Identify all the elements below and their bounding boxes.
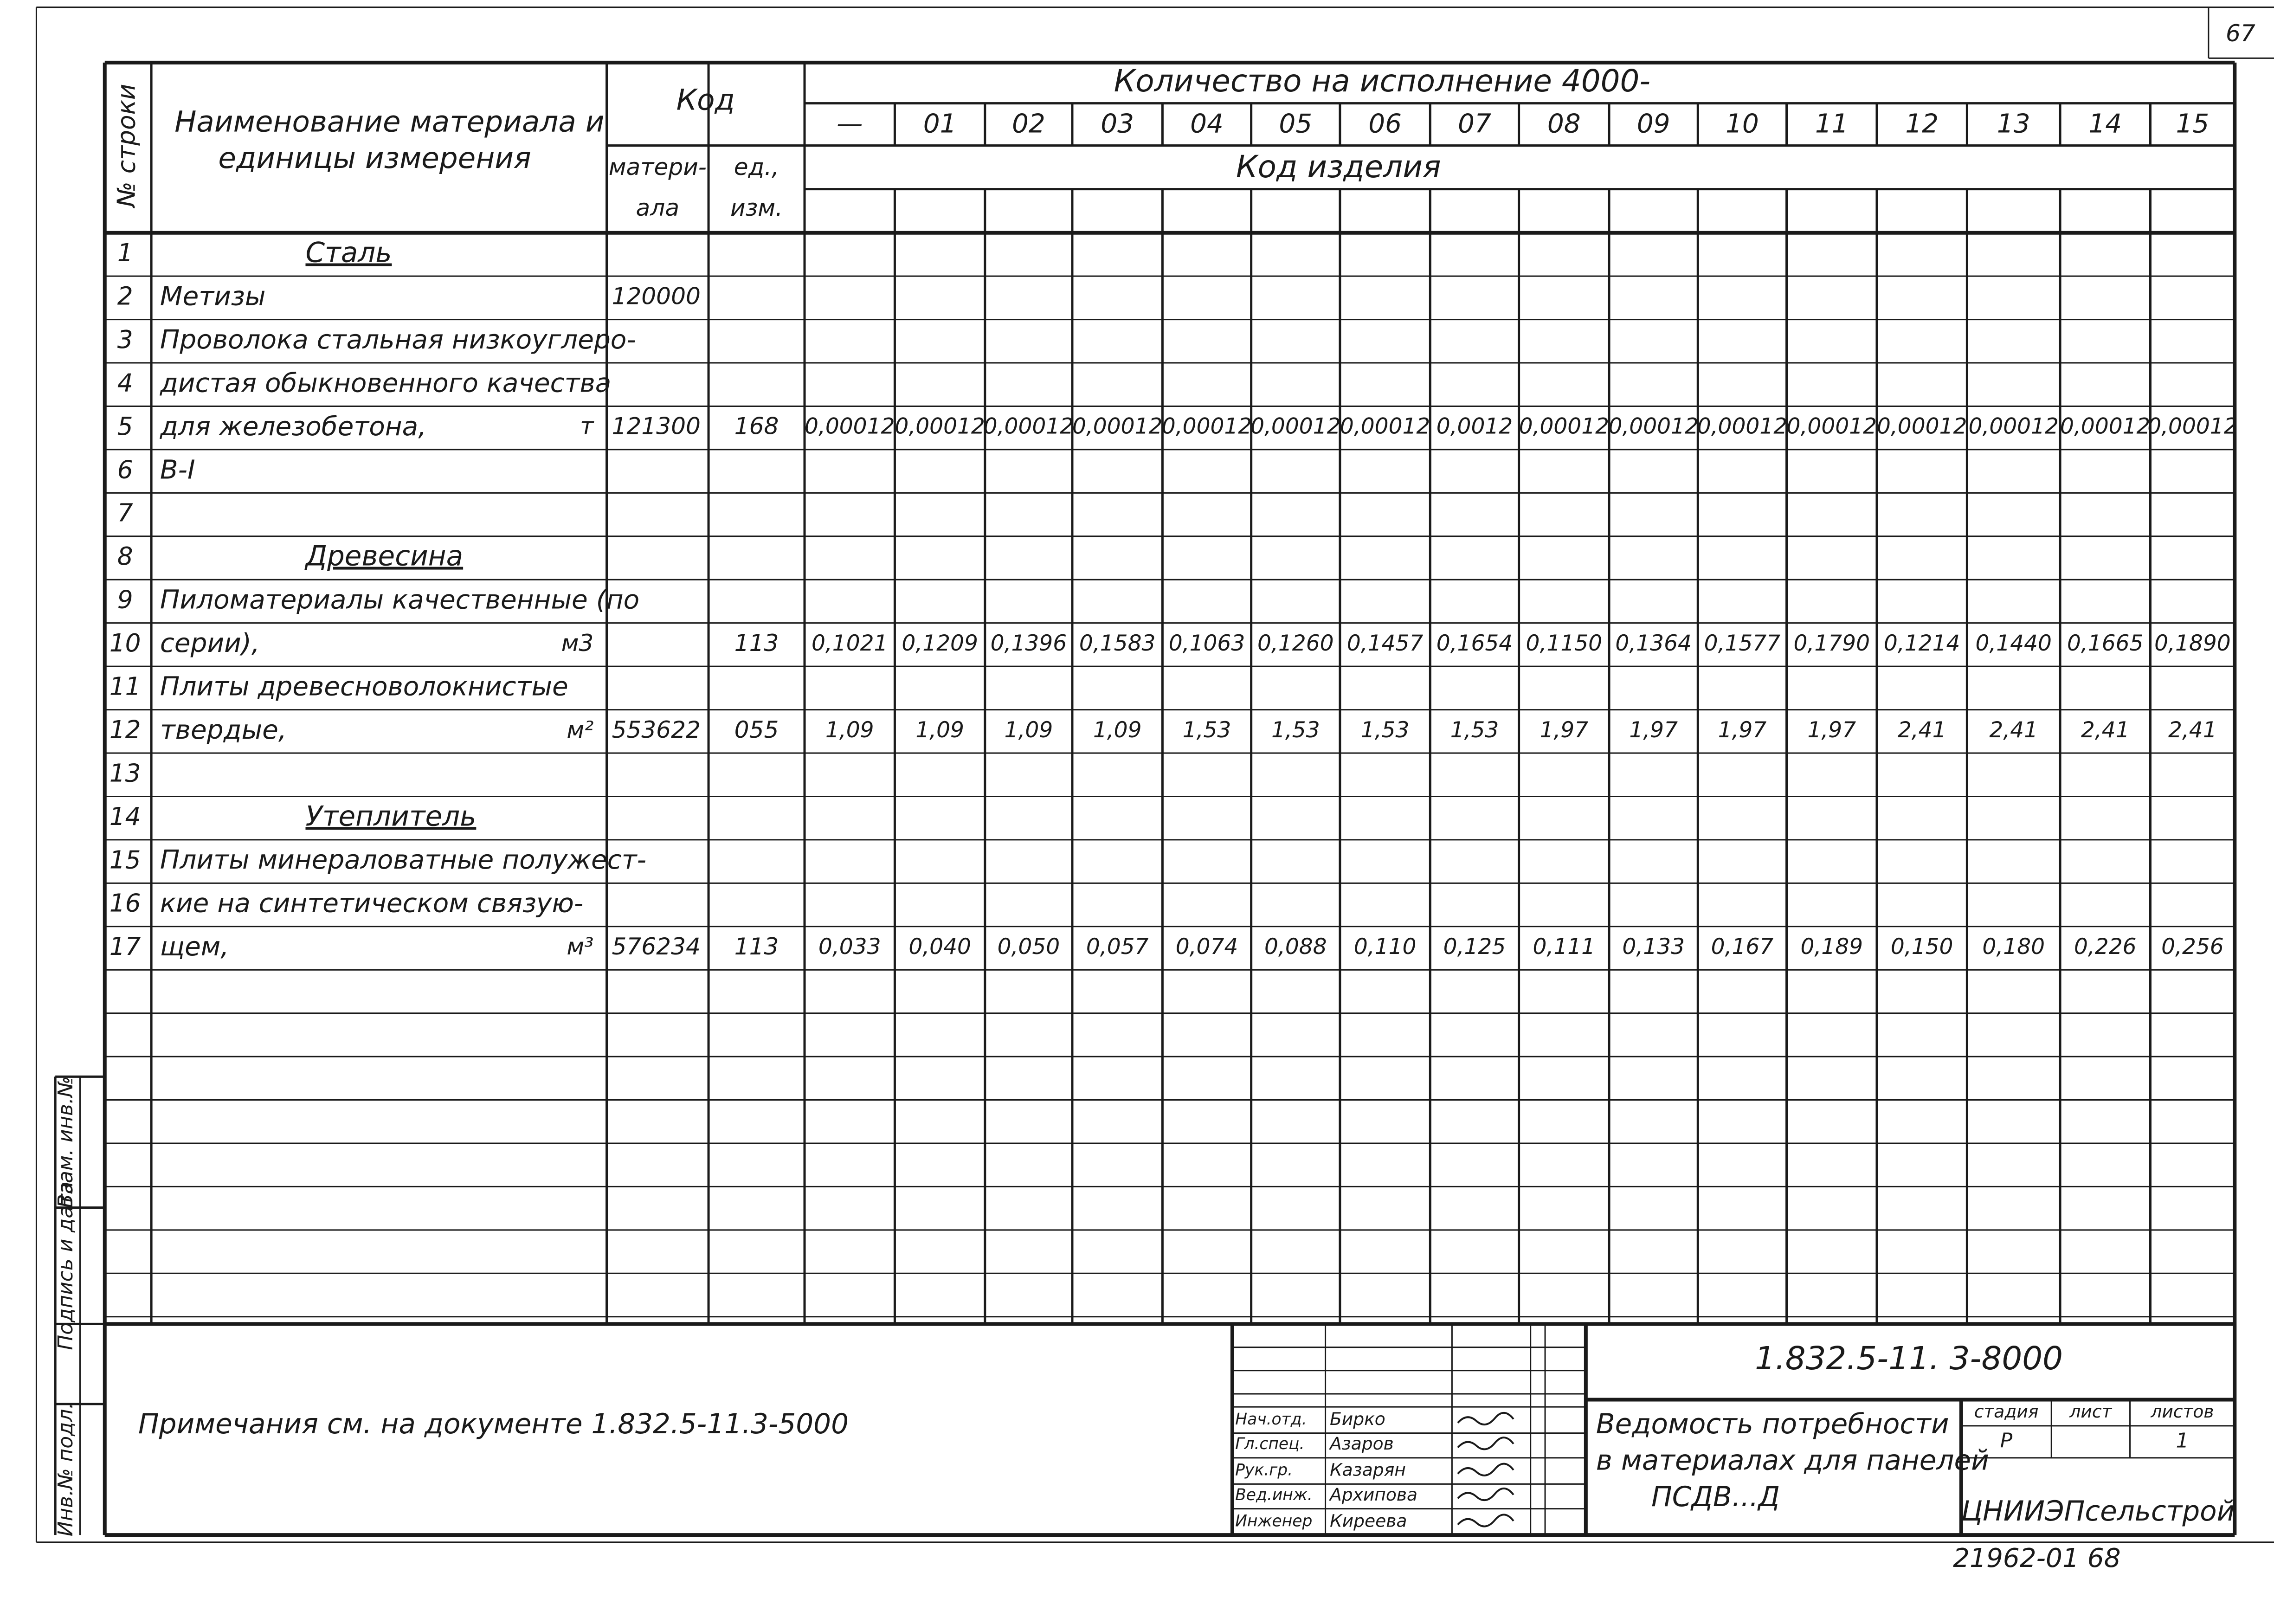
variant-label: —: [836, 109, 863, 139]
row-number: 8: [117, 542, 133, 571]
unit-symbol: м²: [567, 715, 594, 743]
quantity-value: 0,050: [997, 934, 1060, 960]
quantity-value: 1,09: [915, 717, 964, 743]
unit-code: 113: [734, 932, 779, 960]
quantity-value: 0,1583: [1079, 630, 1156, 656]
variant-label: 01: [923, 109, 957, 139]
material-name: щем,: [160, 932, 229, 962]
quantity-value: 0,00012: [1608, 413, 1699, 439]
sheets-value: 1: [2176, 1429, 2189, 1453]
product-code-header: Код изделия: [1236, 148, 1441, 185]
note-text: Примечания см. на документе 1.832.5-11.3-5000: [138, 1408, 849, 1441]
variant-label: 12: [1905, 109, 1939, 139]
variant-label: 10: [1726, 109, 1759, 139]
quantity-value: 0,00012: [805, 413, 895, 439]
row-number: 14: [109, 802, 141, 831]
quantity-value: 0,226: [2074, 934, 2137, 960]
variant-label: 03: [1101, 109, 1134, 139]
quantity-value: 0,1577: [1704, 630, 1781, 656]
unit-symbol: т: [580, 412, 594, 440]
quantity-header: Количество на исполнение 4000-: [1114, 63, 1651, 99]
quantity-value: 0,0012: [1436, 413, 1513, 439]
quantity-value: 0,256: [2161, 934, 2224, 960]
variant-label: 15: [2176, 109, 2210, 139]
signer-role: Инженер: [1235, 1512, 1313, 1531]
quantity-value: 0,189: [1800, 934, 1863, 960]
quantity-value: 0,180: [1982, 934, 2045, 960]
quantity-value: 2,41: [2081, 717, 2130, 743]
quantity-value: 0,00012: [1072, 413, 1163, 439]
quantity-value: 1,97: [1718, 717, 1767, 743]
name-header: единицы измерения: [218, 141, 531, 175]
side-label: Подпись и дата: [54, 1181, 78, 1350]
row-number: 13: [109, 759, 141, 788]
quantity-value: 1,53: [1182, 717, 1231, 743]
unit-code: 113: [734, 629, 779, 657]
row-number: 1: [117, 238, 133, 268]
quantity-value: 0,150: [1890, 934, 1953, 960]
quantity-value: 0,00012: [895, 413, 985, 439]
row-number: 17: [109, 932, 141, 961]
material-code: 121300: [612, 412, 701, 440]
signature-mark: [1458, 1489, 1514, 1500]
variant-label: 08: [1547, 109, 1581, 139]
signer-name: Бирко: [1329, 1408, 1385, 1429]
code-header: Код: [676, 83, 735, 117]
quantity-value: 0,00012: [983, 413, 1074, 439]
quantity-value: 0,00012: [1519, 413, 1610, 439]
quantity-value: 0,057: [1086, 934, 1149, 960]
quantity-value: 0,1214: [1883, 630, 1960, 656]
signer-name: Архипова: [1329, 1484, 1418, 1505]
row-number: 4: [117, 368, 133, 398]
name-header: Наименование материала и: [174, 104, 605, 139]
unit-code-header: изм.: [730, 194, 783, 222]
document-title: в материалах для панелей: [1596, 1444, 1989, 1477]
quantity-value: 0,111: [1533, 934, 1596, 960]
material-name: для железобетона,: [160, 411, 427, 442]
quantity-value: 0,00012: [2060, 413, 2151, 439]
material-code: 576234: [612, 932, 701, 960]
variant-label: 09: [1636, 109, 1670, 139]
quantity-value: 1,97: [1807, 717, 1856, 743]
row-number-header: № строки: [112, 84, 141, 207]
quantity-value: 0,033: [818, 934, 881, 960]
quantity-value: 0,110: [1353, 934, 1417, 960]
quantity-value: 0,00012: [1161, 413, 1252, 439]
section-title: Сталь: [305, 237, 392, 269]
variant-label: 04: [1190, 109, 1224, 139]
unit-symbol: м³: [567, 932, 594, 960]
quantity-value: 0,1890: [2154, 630, 2231, 656]
sheet-number: 67: [2225, 19, 2255, 47]
material-name: серии),: [160, 628, 260, 659]
quantity-value: 0,088: [1264, 934, 1327, 960]
row-number: 9: [117, 585, 133, 614]
sheets-label: листов: [2151, 1401, 2214, 1422]
material-name: Метизы: [160, 281, 266, 312]
unit-symbol: м3: [561, 629, 594, 657]
quantity-value: 0,167: [1711, 934, 1774, 960]
row-number: 12: [109, 715, 141, 744]
row-number: 11: [109, 672, 141, 701]
row-number: 6: [117, 455, 133, 484]
quantity-value: 0,1260: [1257, 630, 1334, 656]
quantity-value: 0,125: [1443, 934, 1506, 960]
signature-mark: [1458, 1413, 1514, 1424]
quantity-value: 1,53: [1450, 717, 1499, 743]
quantity-value: 0,1063: [1168, 630, 1245, 656]
quantity-value: 0,040: [908, 934, 971, 960]
quantity-value: 1,97: [1629, 717, 1678, 743]
quantity-value: 0,1021: [811, 630, 888, 656]
unit-code-header: ед.,: [734, 153, 779, 181]
material-name: В-I: [160, 455, 195, 485]
material-name: Плиты минераловатные полужест-: [160, 845, 646, 876]
quantity-value: 1,53: [1360, 717, 1410, 743]
quantity-value: 0,00012: [1968, 413, 2059, 439]
row-number: 3: [117, 325, 133, 354]
row-number: 2: [117, 282, 133, 311]
quantity-value: 2,41: [1897, 717, 1946, 743]
variant-label: 02: [1011, 109, 1045, 139]
signer-role: Вед.инж.: [1235, 1485, 1313, 1504]
variant-label: 13: [1997, 109, 2030, 139]
signer-name: Киреева: [1329, 1510, 1407, 1531]
variant-label: 05: [1279, 109, 1313, 139]
quantity-value: 0,00012: [2147, 413, 2238, 439]
quantity-value: 0,1440: [1975, 630, 2052, 656]
quantity-value: 0,1209: [902, 630, 978, 656]
quantity-value: 1,97: [1540, 717, 1589, 743]
signer-role: Гл.спец.: [1235, 1435, 1305, 1454]
quantity-value: 0,074: [1175, 934, 1238, 960]
signer-name: Азаров: [1329, 1433, 1394, 1454]
sheet-label: лист: [2069, 1401, 2112, 1422]
material-code-header: матери-: [608, 153, 707, 181]
quantity-value: 1,09: [1004, 717, 1053, 743]
quantity-value: 0,1364: [1615, 630, 1692, 656]
quantity-value: 0,1790: [1793, 630, 1870, 656]
side-label: Взам. инв.№: [54, 1076, 78, 1208]
row-number: 5: [117, 412, 133, 441]
material-name: твердые,: [160, 715, 287, 745]
variant-label: 11: [1815, 109, 1849, 139]
document-code: 1.832.5-11. 3-8000: [1754, 1340, 2063, 1377]
quantity-value: 0,00012: [1876, 413, 1967, 439]
document-title: Ведомость потребности: [1596, 1408, 1949, 1441]
signer-role: Нач.отд.: [1235, 1410, 1307, 1429]
document-title: ПСДВ...Д: [1651, 1481, 1780, 1513]
quantity-value: 0,133: [1622, 934, 1685, 960]
quantity-value: 0,00012: [1786, 413, 1877, 439]
variant-label: 14: [2088, 109, 2122, 139]
quantity-value: 0,00012: [1340, 413, 1430, 439]
quantity-value: 0,1150: [1526, 630, 1603, 656]
organization-name: ЦНИИЭПсельстрой: [1961, 1495, 2235, 1528]
material-name: Проволока стальная низкоуглеро-: [160, 324, 636, 355]
quantity-value: 2,41: [1989, 717, 2038, 743]
row-number: 7: [117, 498, 133, 528]
material-name: кие на синтетическом связую-: [160, 888, 584, 919]
signature-mark: [1458, 1514, 1514, 1526]
material-name: Плиты древесноволокнистые: [160, 671, 568, 702]
signature-mark: [1458, 1437, 1514, 1449]
row-number: 10: [109, 629, 141, 658]
section-title: Древесина: [305, 540, 464, 573]
material-name: Пиломатериалы качественные (по: [160, 585, 640, 615]
unit-code: 168: [734, 412, 779, 440]
footer-number: 21962-01 68: [1953, 1543, 2121, 1574]
stage-label: стадия: [1974, 1401, 2039, 1422]
material-code-header: ала: [636, 194, 680, 222]
side-label: Инв.№ подл.: [54, 1402, 78, 1537]
quantity-value: 1,09: [1093, 717, 1142, 743]
quantity-value: 2,41: [2168, 717, 2217, 743]
signer-role: Рук.гр.: [1235, 1461, 1293, 1480]
row-number: 16: [109, 889, 141, 918]
quantity-value: 1,09: [825, 717, 874, 743]
quantity-value: 0,1396: [990, 630, 1067, 656]
material-code: 553622: [612, 715, 701, 743]
stage-value: Р: [2000, 1429, 2013, 1453]
signer-name: Казарян: [1329, 1459, 1406, 1480]
quantity-value: 0,00012: [1697, 413, 1788, 439]
quantity-value: 0,00012: [1250, 413, 1341, 439]
quantity-value: 0,1457: [1346, 630, 1424, 656]
variant-label: 06: [1368, 109, 1402, 139]
material-name: дистая обыкновенного качества: [160, 368, 612, 399]
unit-code: 055: [734, 715, 779, 743]
signature-mark: [1458, 1464, 1514, 1476]
variant-label: 07: [1458, 109, 1491, 139]
row-number: 15: [109, 845, 141, 875]
quantity-value: 0,1654: [1436, 630, 1513, 656]
section-title: Утеплитель: [305, 800, 477, 833]
material-code: 120000: [612, 282, 701, 310]
quantity-value: 0,1665: [2067, 630, 2144, 656]
quantity-value: 1,53: [1271, 717, 1320, 743]
